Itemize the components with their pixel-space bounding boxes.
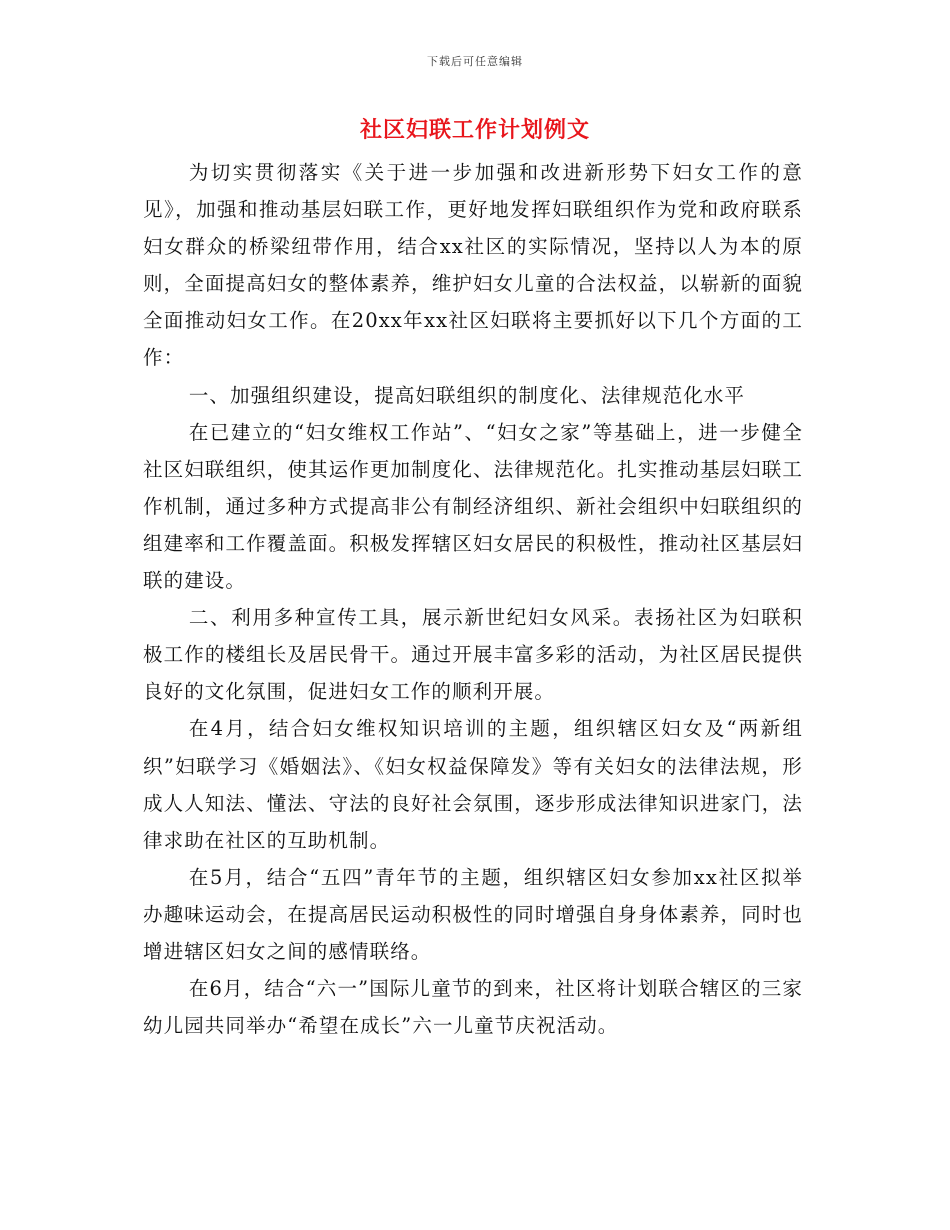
paragraph-intro: 为切实贯彻落实《关于进一步加强和改进新形势下妇女工作的意见》，加强和推动基层妇联工作，更好地发挥妇联组织作为党和政府联系妇女群众的桥梁纽带作用，结合xx社区的实际情况，坚持以人为本的原则，全面提高妇女的整体素养，维护妇女儿童的合法权益，以崭新的面貌全面推动妇女工作。在20xx年xx社区妇联将主要抓好以下几个方面的工作： (143, 161, 803, 370)
page-title: 社区妇联工作计划例文 (359, 117, 590, 143)
header-note: 下载后可任意编辑 (427, 55, 523, 68)
section-heading-one: 一、加强组织建设，提高妇联组织的制度化、法律规范化水平 (188, 383, 746, 407)
paragraph-april: 在4月，结合妇女维权知识培训的主题，组织辖区妇女及“两新组织”妇联学习《婚姻法》、《妇女权益保障发》等有关妇女的法律法规，形成人人知法、懂法、守法的良好社会氛围，逐步形成法律知识进家门，法律求助在社区的互助机制。 (143, 717, 803, 852)
section-heading-two: 二、利用多种宣传工具，展示新世纪妇女风采。表扬社区为妇联积极工作的楼组长及居民骨干。通过开展丰富多彩的活动，为社区居民提供良好的文化氛围，促进妇女工作的顺利开展。 (143, 606, 803, 704)
document-body (143, 154, 803, 1044)
paragraph-organization: 在已建立的“妇女维权工作站”、“妇女之家”等基础上，进一步健全社区妇联组织，使其运作更加制度化、法律规范化。扎实推动基层妇联工作机制，通过多种方式提高非公有制经济组织、新社会组织中妇联组织的组建率和工作覆盖面。积极发挥辖区妇女居民的积极性，推动社区基层妇联的建设。 (143, 420, 803, 593)
paragraph-june: 在6月，结合“六一”国际儿童节的到来，社区将计划联合辖区的三家幼儿园共同举办“希望在成长”六一儿童节庆祝活动。 (143, 977, 803, 1038)
paragraph-may: 在5月，结合“五四”青年节的主题，组织辖区妇女参加xx社区拟举办趣味运动会，在提高居民运动积极性的同时增强自身身体素养，同时也增进辖区妇女之间的感情联络。 (143, 865, 803, 963)
